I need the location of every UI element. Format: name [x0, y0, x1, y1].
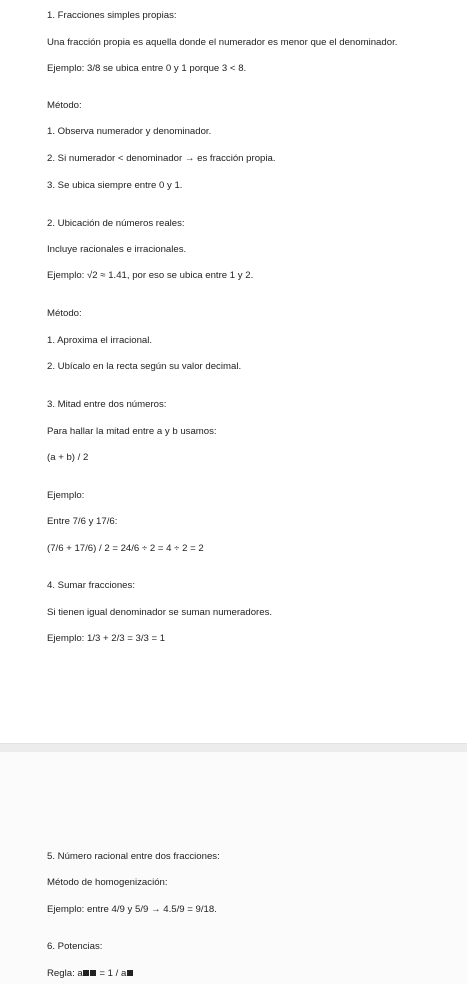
method-step: 1. Observa numerador y denominador.: [47, 126, 212, 137]
paragraph-racionales-irracionales: Incluye racionales e irracionales.: [47, 244, 187, 255]
regla-prefix: Regla: a: [47, 968, 83, 979]
heading-mitad-entre-numeros: 3. Mitad entre dos números:: [47, 399, 167, 410]
heading-sumar-fracciones: 4. Sumar fracciones:: [47, 580, 135, 591]
label-metodo-homogenizacion: Método de homogenización:: [47, 877, 168, 888]
method-step: 2. Ubícalo en la recta según su valor decimal.: [47, 361, 242, 372]
missing-glyph-icon: [90, 970, 96, 976]
paragraph-ejemplo-suma: Ejemplo: 1/3 + 2/3 = 3/3 = 1: [47, 633, 166, 644]
paragraph-ejemplo-3-8: Ejemplo: 3/8 se ubica entre 0 y 1 porque 3 < 8.: [47, 63, 247, 74]
missing-glyph-icon: [127, 970, 133, 976]
label-ejemplo: Ejemplo:: [47, 490, 85, 501]
method-step: 3. Se ubica siempre entre 0 y 1.: [47, 180, 183, 191]
method-step: 1. Aproxima el irracional.: [47, 335, 153, 346]
paragraph-igual-denominador: Si tienen igual denominador se suman numeradores.: [47, 607, 273, 618]
heading-fracciones-simples: 1. Fracciones simples propias:: [47, 10, 177, 21]
heading-racional-entre-fracciones: 5. Número racional entre dos fracciones:: [47, 851, 220, 862]
missing-glyph-icon: [83, 970, 89, 976]
formula-calculo-mitad: (7/6 + 17/6) / 2 = 24/6 ÷ 2 = 4 ÷ 2 = 2: [47, 543, 204, 554]
paragraph-definicion-fraccion-propia: Una fracción propia es aquella donde el numerador es menor que el denominador.: [47, 37, 398, 48]
label-metodo: Método:: [47, 308, 82, 319]
paragraph-formula-intro: Para hallar la mitad entre a y b usamos:: [47, 426, 217, 437]
document-page-2: [0, 752, 467, 984]
paragraph-ejemplo-raiz-2: Ejemplo: √2 ≈ 1.41, por eso se ubica entre 1 y 2.: [47, 270, 254, 281]
paragraph-ejemplo-homogenizacion: Ejemplo: entre 4/9 y 5/9 → 4.5/9 = 9/18.: [47, 904, 217, 915]
heading-ubicacion-numeros-reales: 2. Ubicación de números reales:: [47, 218, 185, 229]
paragraph-entre-fracciones: Entre 7/6 y 17/6:: [47, 516, 118, 527]
heading-potencias: 6. Potencias:: [47, 941, 103, 952]
label-metodo: Método:: [47, 100, 82, 111]
paragraph-regla-potencias: [47, 968, 133, 980]
formula-mitad: (a + b) / 2: [47, 452, 89, 463]
regla-middle: = 1 / a: [96, 968, 127, 979]
method-step: 2. Si numerador < denominador → es fracción propia.: [47, 153, 276, 164]
